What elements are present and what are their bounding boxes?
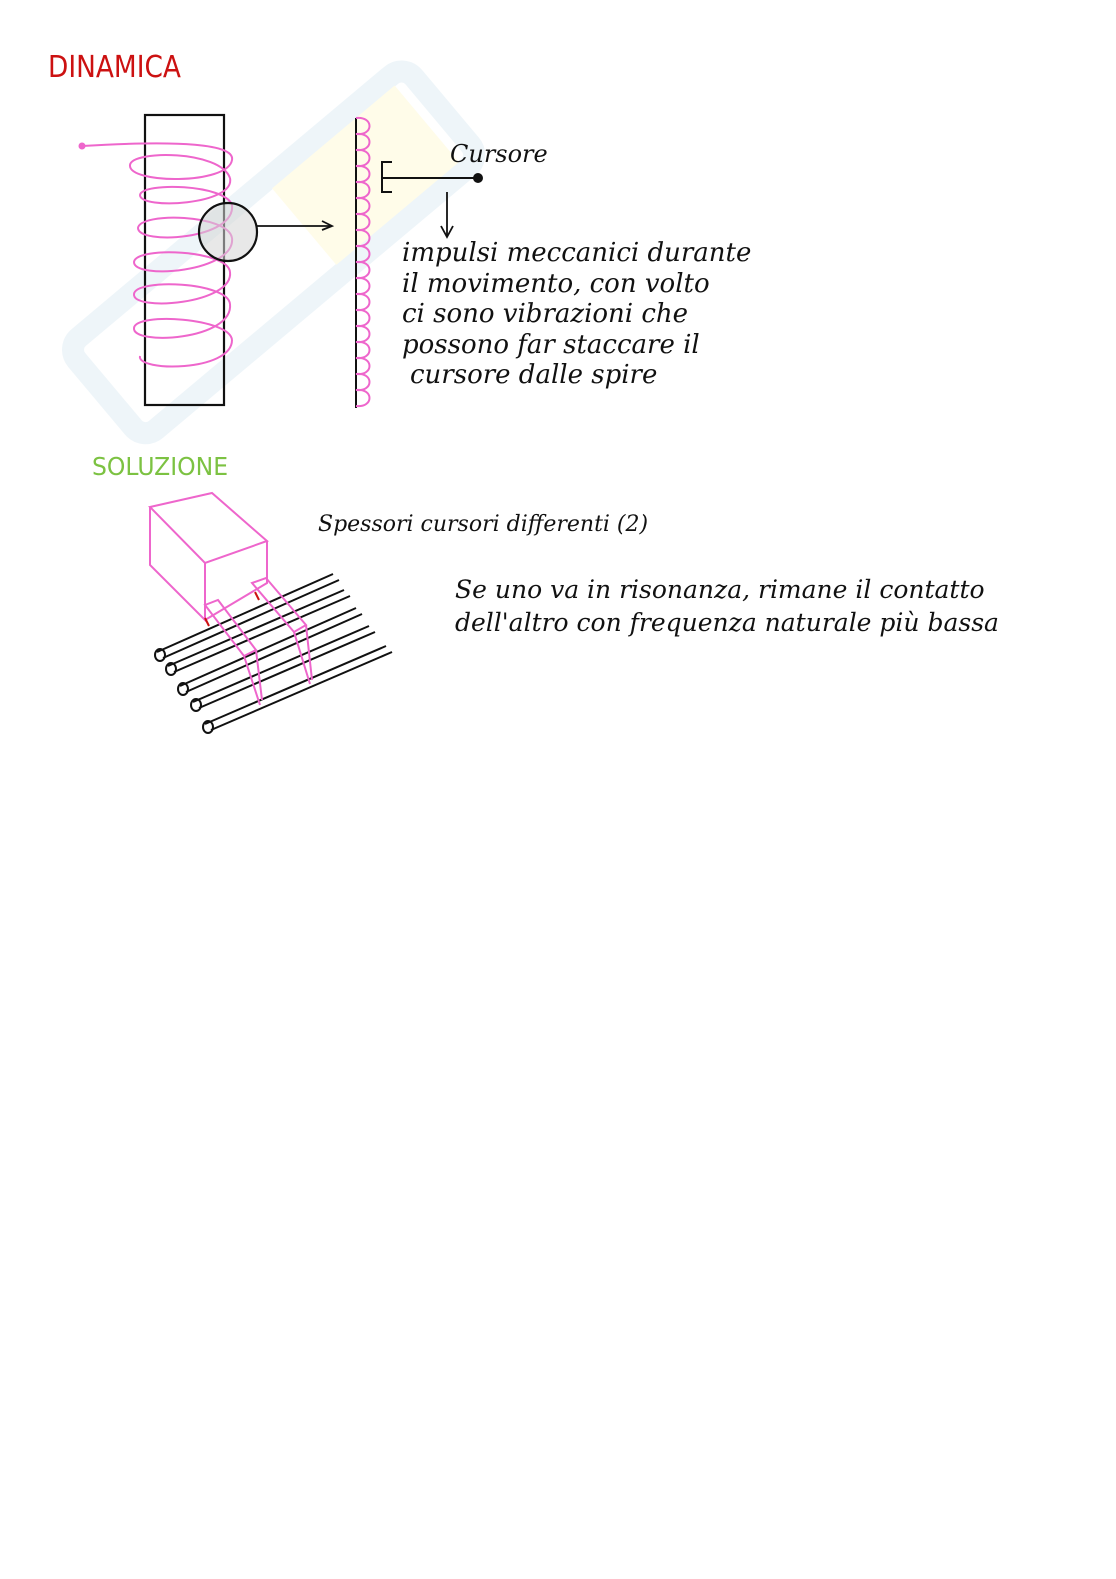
contact-points (205, 592, 259, 626)
page-title: DINAMICA (48, 50, 181, 85)
note-text (402, 238, 751, 391)
note-line: impulsi meccanici durante (402, 238, 752, 268)
solution-caption: Spessori cursori differenti (2) (318, 512, 649, 537)
solution-heading: SOLUZIONE (92, 452, 229, 481)
note-line: ci sono vibrazioni che (402, 299, 689, 329)
solution-line: Se uno va in risonanza, rimane il contatto (455, 575, 985, 604)
zoom-loops (356, 118, 370, 406)
rails (155, 574, 392, 733)
solution-line: dell'altro con frequenza naturale più bassa (455, 608, 999, 637)
note-line: il movimento, con volto (402, 268, 710, 299)
note-line: possono far staccare il (402, 329, 700, 360)
cursor-label: Cursore (450, 140, 548, 168)
cursor-dot (473, 173, 483, 183)
note-line: cursore dalle spire (410, 360, 658, 390)
coil-start-dot (79, 143, 86, 150)
magnifier-circle (199, 203, 257, 261)
coil-core (145, 115, 224, 405)
solution-text (455, 573, 999, 639)
